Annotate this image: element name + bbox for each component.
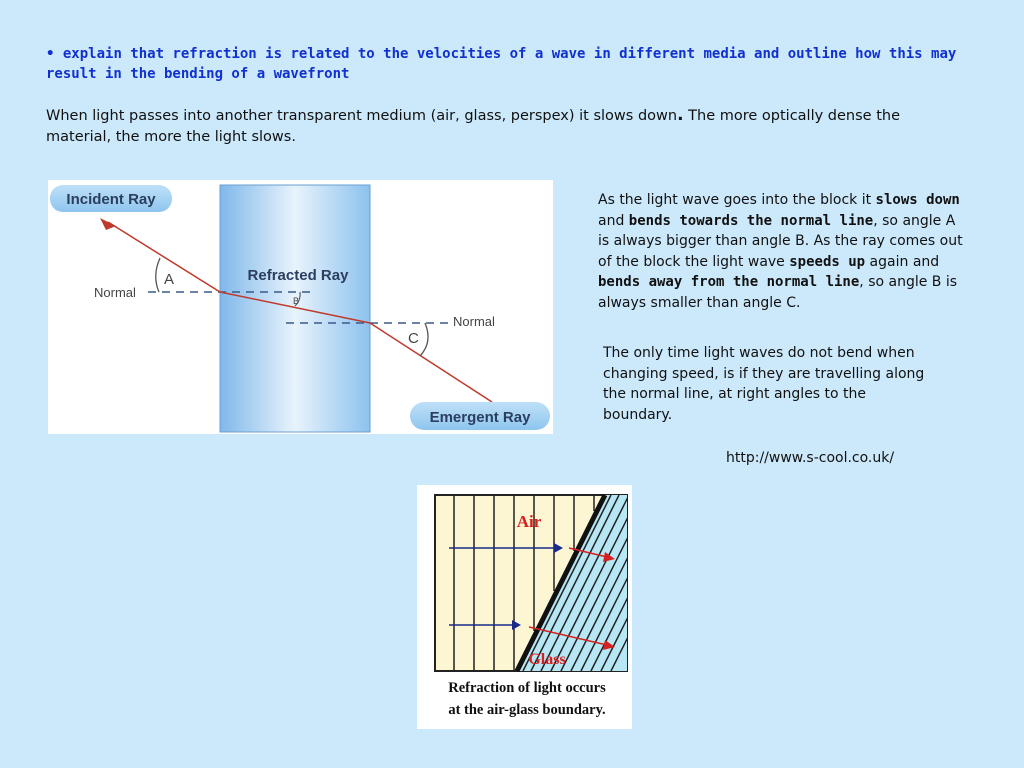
explain-bold: bends away from the normal line [598, 274, 860, 290]
exception-text: The only time light waves do not bend when changing speed, is if they are travelling along the normal line, at right angles to the boundary. [603, 345, 925, 423]
air-label: Air [516, 512, 542, 531]
refracted-ray-label: Refracted Ray [247, 267, 349, 284]
air-glass-svg [417, 485, 632, 729]
explain-part: , so angle B is always smaller than angle C. [598, 274, 958, 311]
explain-part: and [598, 212, 629, 229]
emergent-ray-label: Emergent Ray [429, 409, 531, 426]
explain-part: As the light wave goes into the block it [598, 192, 876, 208]
glass-label: Glass [528, 651, 566, 668]
refraction-block-svg [48, 180, 553, 434]
explain-part: , so angle A is always bigger than angle B. As the ray comes out of the block the light wave [598, 212, 963, 270]
explain-bold: bends towards the normal line [628, 212, 874, 229]
learning-objective [46, 44, 966, 84]
glass-block [220, 185, 370, 432]
bullet: • [46, 46, 55, 62]
objective-text: explain that refraction is related to the velocities of a wave in different media and outline how this may result in the bending of a wavefront [46, 46, 957, 82]
air-glass-wavefront-diagram [417, 485, 632, 729]
explain-bold: speeds up [789, 253, 866, 270]
source-url: http://www.s-cool.co.uk/ [726, 450, 895, 466]
ray-arrow-icon [100, 218, 116, 230]
emergent-ray [370, 323, 492, 402]
intro-paragraph [46, 105, 926, 148]
normal-label-right: Normal [453, 314, 495, 329]
caption-line-1: Refraction of light occurs [448, 680, 606, 696]
incident-ray-label: Incident Ray [66, 191, 156, 208]
explain-part: again and [865, 253, 940, 270]
angle-a-label: A [164, 271, 175, 288]
angle-arc-a [156, 258, 160, 292]
intro-period: . [677, 105, 684, 125]
angle-arc-c [420, 323, 428, 356]
angle-b-label: B [293, 296, 300, 306]
angle-c-label: C [408, 330, 419, 347]
explain-bold: slows down [875, 192, 960, 208]
caption-line-2: at the air-glass boundary. [448, 702, 606, 718]
explanation-text [598, 190, 968, 313]
intro-part1: When light passes into another transparent medium (air, glass, perspex) it slows down [46, 108, 678, 124]
intro-part2: The more optically dense the material, the more the light slows. [46, 108, 900, 145]
normal-label-left: Normal [94, 285, 136, 300]
refraction-block-diagram [48, 180, 553, 434]
